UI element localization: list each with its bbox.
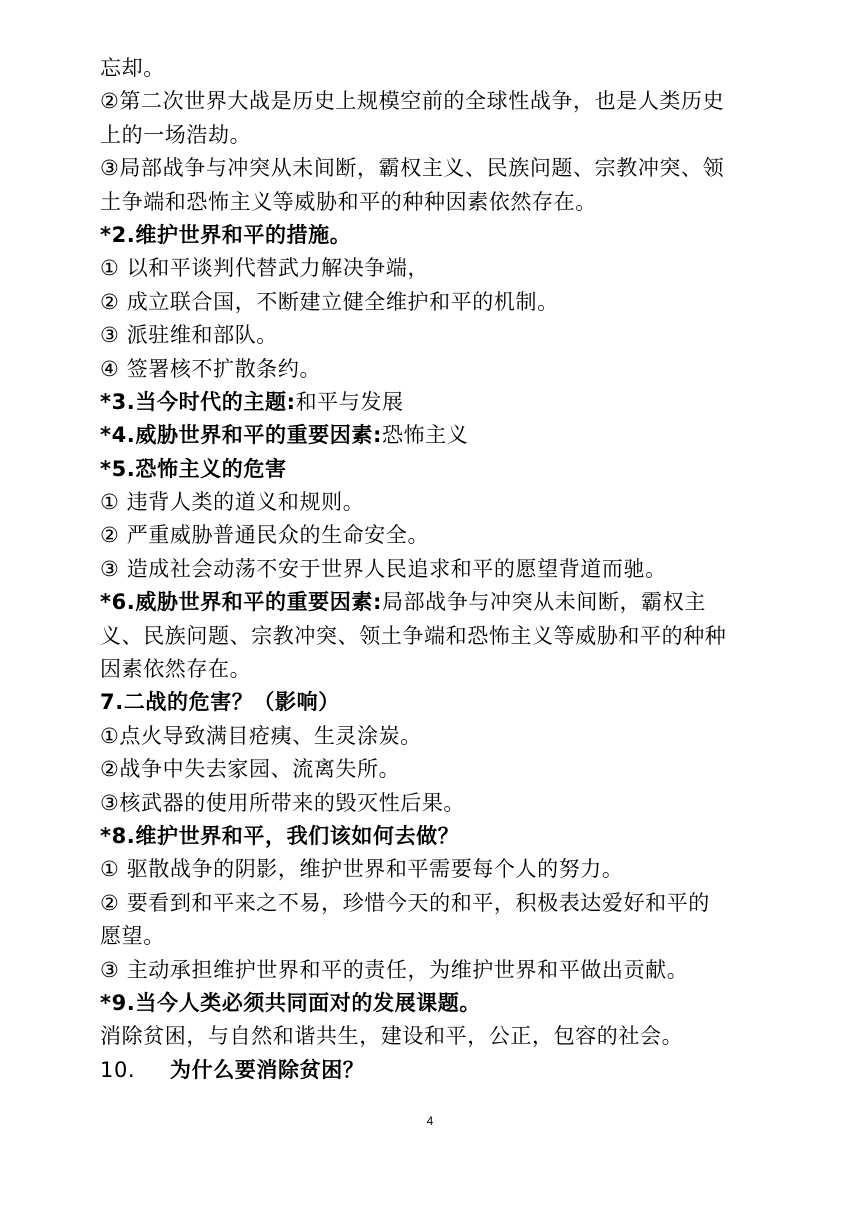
text-line xyxy=(100,252,790,285)
text-line xyxy=(100,787,790,820)
body-text: ② 成立联合国，不断建立健全维护和平的机制。 xyxy=(100,289,559,314)
text-line xyxy=(100,887,790,920)
section-heading: 为什么要消除贫困？ xyxy=(170,1057,365,1082)
body-text: ③局部战争与冲突从未间断，霸权主义、民族问题、宗教冲突、领 xyxy=(100,156,725,181)
body-text: ② 严重威胁普通民众的生命安全。 xyxy=(100,523,430,548)
section-heading: *2.维护世界和平的措施。 xyxy=(100,222,352,247)
text-line xyxy=(100,386,790,419)
body-text: 和平与发展 xyxy=(295,389,404,414)
body-text: ③ 派驻维和部队。 xyxy=(100,323,278,348)
body-text: 土争端和恐怖主义等威胁和平的种种因素依然存在。 xyxy=(100,189,597,214)
page-number: 4 xyxy=(426,1114,434,1128)
section-heading: *6.威胁世界和平的重要因素: xyxy=(100,590,382,615)
body-text: 上的一场浩劫。 xyxy=(100,122,252,147)
section-heading: 7.二战的危害？（影响） xyxy=(100,690,340,715)
body-text: 愿望。 xyxy=(100,924,165,949)
text-line xyxy=(100,853,790,886)
body-text: 恐怖主义 xyxy=(381,423,469,448)
body-text: ③ 造成社会动荡不安于世界人民追求和平的愿望背道而驰。 xyxy=(100,556,667,581)
body-text: 因素依然存在。 xyxy=(100,657,252,682)
text-line xyxy=(100,720,790,753)
text-line xyxy=(100,453,790,486)
body-text: ③ 主动承担维护世界和平的责任，为维护世界和平做出贡献。 xyxy=(100,957,689,982)
body-text: ②战争中失去家园、流离失所。 xyxy=(100,757,401,782)
body-text: 消除贫困，与自然和谐共生，建设和平，公正，包容的社会。 xyxy=(100,1024,684,1049)
text-line xyxy=(100,920,790,953)
section-heading: *9.当今人类必须共同面对的发展课题。 xyxy=(100,990,481,1015)
text-line xyxy=(100,486,790,519)
text-line xyxy=(100,85,790,118)
text-line xyxy=(100,620,790,653)
section-heading: *8.维护世界和平，我们该如何去做？ xyxy=(100,823,460,848)
text-line xyxy=(100,820,790,853)
text-line xyxy=(100,319,790,352)
body-text: 忘却。 xyxy=(100,56,165,80)
body-text: ① 驱散战争的阴影，维护世界和平需要每个人的努力。 xyxy=(100,857,624,882)
text-line xyxy=(100,1020,790,1053)
text-line xyxy=(100,52,790,85)
text-line xyxy=(100,519,790,552)
body-text: ① 违背人类的道义和规则。 xyxy=(100,490,365,515)
text-line xyxy=(100,586,790,619)
page-body xyxy=(100,52,790,1087)
section-heading: *5.恐怖主义的危害 xyxy=(100,456,287,481)
text-line xyxy=(100,954,790,987)
body-text: ④ 签署核不扩散条约。 xyxy=(100,356,322,381)
body-text: ①点火导致满目疮痍、生灵涂炭。 xyxy=(100,723,422,748)
text-line xyxy=(100,286,790,319)
section-heading: *4.威胁世界和平的重要因素: xyxy=(100,423,382,448)
text-line xyxy=(100,753,790,786)
section-number: 10. xyxy=(100,1057,136,1082)
section-heading: *3.当今时代的主题: xyxy=(100,389,296,414)
text-line xyxy=(100,353,790,386)
text-line xyxy=(100,219,790,252)
text-line xyxy=(100,653,790,686)
text-line xyxy=(100,1054,790,1087)
body-text: ③核武器的使用所带来的毁灭性后果。 xyxy=(100,790,466,815)
body-text: ② 要看到和平来之不易，珍惜今天的和平，积极表达爱好和平的 xyxy=(100,890,710,915)
text-line xyxy=(100,119,790,152)
body-text: ① 以和平谈判代替武力解决争端， xyxy=(100,256,430,281)
body-text: 义、民族问题、宗教冲突、领土争端和恐怖主义等威胁和平的种种 xyxy=(100,623,727,648)
text-line xyxy=(100,686,790,719)
text-line xyxy=(100,152,790,185)
text-line xyxy=(100,419,790,452)
body-text: ②第二次世界大战是历史上规模空前的全球性战争，也是人类历史 xyxy=(100,89,725,114)
text-line xyxy=(100,987,790,1020)
text-line xyxy=(100,553,790,586)
body-text: 局部战争与冲突从未间断，霸权主 xyxy=(381,590,706,615)
text-line xyxy=(100,186,790,219)
